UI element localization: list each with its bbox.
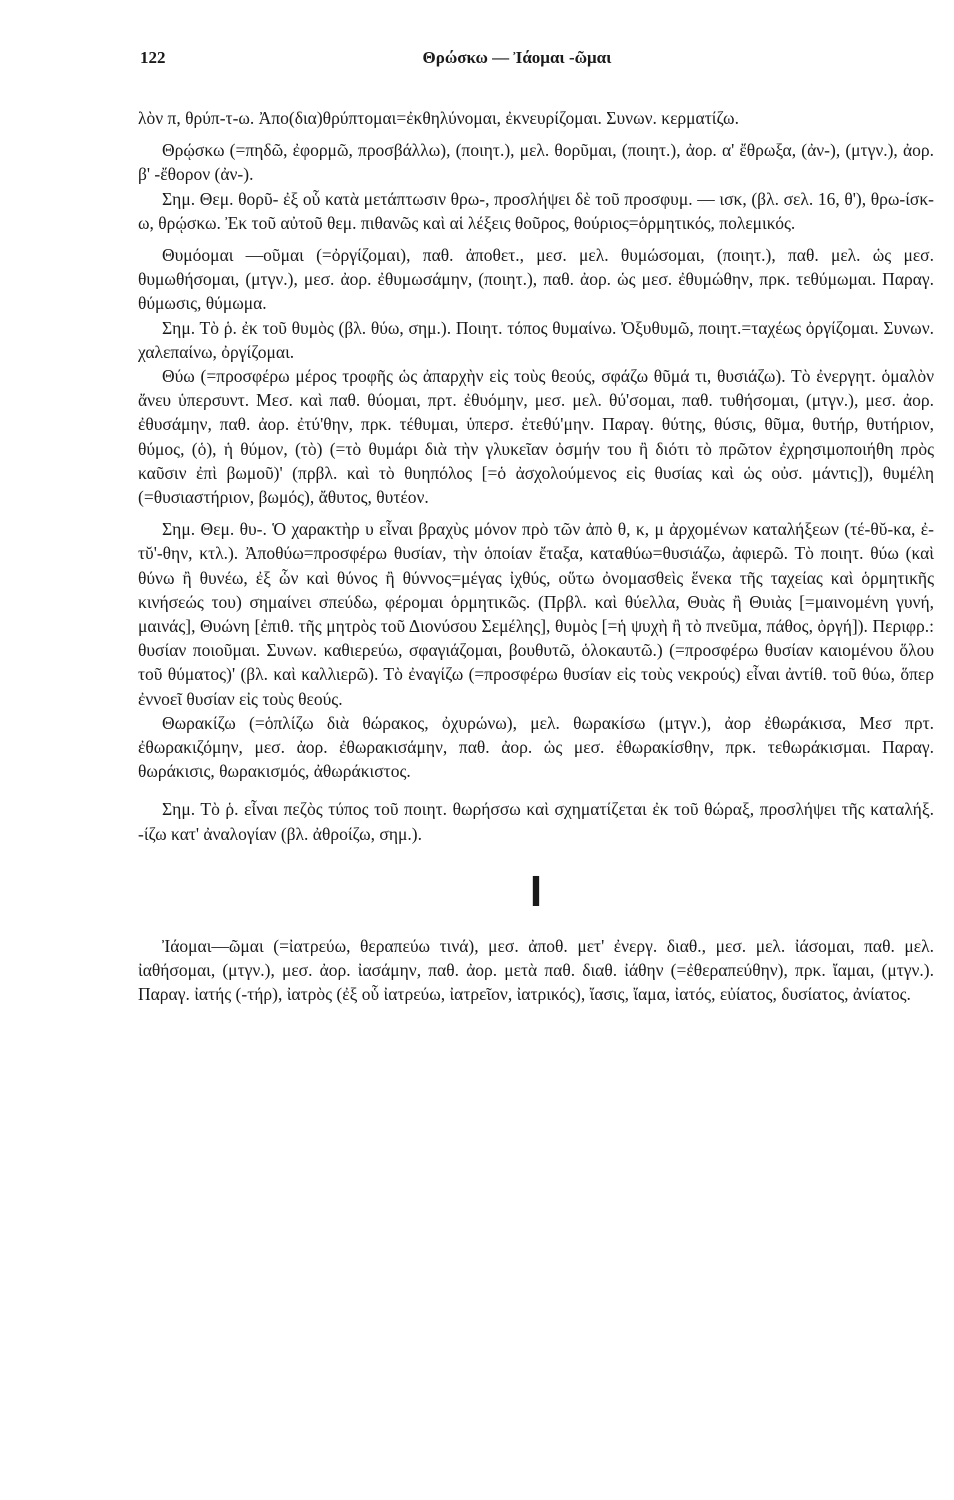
page-body bbox=[138, 106, 934, 1007]
entry-thyo: Θύω (=προσφέρω μέρος τροφῆς ὡς ἀπαρχὴν εἰς τοὺς θεούς, σφάζω θῦμά τι, θυσιάζω). Τὸ ἐνεργητ. ὁμαλὸν ἄνευ ὑπερσυντ. Μεσ. καὶ παθ. θύομαι, πρτ. ἐθυόμην, μεσ. μελ. θύ'σομαι, παθ. τυθήσομαι, (μτγν.), μεσ. ἀορ. ἐθυσάμην, παθ. ἀορ. ἐτύ'θην, πρκ. τέθυμαι, ὑπερσ. ἐτεθύ'μην. Παραγ. θύτης, θύσις, θῦμα, θυτήρ, θυτήριον, θύμος, (ὁ), ἡ θύμον, (τὸ) (=τὸ θυμάρι διὰ τὴν γλυκεῖαν ὀσμήν του ἢ διότι τὸ πρῶτον ἐχρησιμοποιήθη πρὸς καῦσιν ἐπὶ βωμοῦ)' (πρβλ. καὶ τὸ θυηπόλος [=ὁ ἀσχολούμενος εἰς θυσίας καὶ ὡς οὐσ. μάντις]), θυμέλη (=θυσιαστήριον, βωμός), ἄθυτος, θυτέον. bbox=[138, 366, 934, 508]
running-title: Θρώσκω — Ἰάομαι -ῶμαι bbox=[422, 48, 612, 67]
entry-thorakizo: Θωρακίζω (=ὁπλίζω διὰ θώρακος, ὀχυρώνω), μελ. θωρακίσω (μτγν.), ἀορ ἐθωράκισα, Μεσ πρτ. ἐθωρακιζόμην, μεσ. ἀορ. ἐθωρακισάμην, παθ. ἀορ. ὡς μεσ. ἐθωρακίσθην, πρκ. τεθωράκισμαι. Παραγ. θωράκισις, θωρακισμός, ἀθωράκιστος. bbox=[138, 712, 934, 782]
note-throsko: Σημ. Θεμ. θορῦ- ἐξ οὗ κατὰ μετάπτωσιν θρω-, προσλήψει δὲ τοῦ προσφυμ. — ισκ, (βλ. σελ. 16, θ'), θρω-ίσκ-ω, θρῴσκω. Ἐκ τοῦ αὐτοῦ θεμ. πιθανῶς καὶ αἱ λέξεις θοῦρος, θούριος=ὁρμητικός, πολεμικός. bbox=[138, 188, 934, 233]
entry-throsko: Θρῴσκω (=πηδῶ, ἐφορμῶ, προσβάλλω), (ποιητ.), μελ. θορῦμαι, (ποιητ.), ἀορ. α' ἔθρωξα, (ἀν-), (μτγν.), ἀορ. β' -ἔθορον (ἀν-). bbox=[138, 140, 934, 185]
note-thymoomai: Σημ. Τὸ ῥ. ἐκ τοῦ θυμὸς (βλ. θύω, σημ.). Ποιητ. τόπος θυμαίνω. Ὀξυθυμῶ, ποιητ.=ταχέως ὀργίζομαι. Συνων. χαλεπαίνω, ὀργίζομαι. bbox=[138, 317, 934, 362]
note-thorakizo: Σημ. Τὸ ῥ. εἶναι πεζὸς τύπος τοῦ ποιητ. θωρήσσω καὶ σχηματίζεται ἐκ τοῦ θώραξ, προσλήψει τῆς καταλήξ. -ίζω κατ' ἀναλογίαν (βλ. ἀθροίζω, σημ.). bbox=[138, 799, 934, 844]
paragraph-continuation: λὸν π, θρύπ-τ-ω. Ἀπο(δια)θρύπτομαι=ἐκθηλύνομαι, ἐκνευρίζομαι. Συνων. κερματίζω. bbox=[138, 108, 739, 128]
page-header bbox=[140, 48, 894, 76]
note-thyo: Σημ. Θεμ. θυ-. Ὁ χαρακτὴρ υ εἶναι βραχὺς μόνον πρὸ τῶν ἀπὸ θ, κ, μ ἀρχομένων καταλήξεων (τέ-θῠ-κα, ἐ-τῠ'-θην, κτλ.). Ἀποθύω=προσφέρω θυσίαν, τὴν ὁποίαν ἔταξα, καταθύω=θυσιάζω, ἀφιερῶ. Τὸ ποιητ. θύω (καὶ θύνω ἢ θυνέω, ἐξ ὧν καὶ θύνος ἢ θύννος=μέγας ἰχθύς, οὕτω ὀνομασθεὶς ἕνεκα τῆς ταχείας καὶ ὁρμητικῆς κινήσεώς του) σημαίνει σπεύδω, φέρομαι ὁρμητικῶς. (Πρβλ. καὶ θύελλα, Θυὰς ἢ Θυιὰς [=μαινομένη γυνή, μαινάς], Θυώνη [ἐπιθ. τῆς μητρὸς τοῦ Διονύσου Σεμέλης], θυμὸς [=ἡ ψυχὴ ἢ τὸ πνεῦμα, πάθος, ὀργή]). Περιφρ.: θυσίαν ποιοῦμαι. Συνων. καθιερεύω, σφαγιάζομαι, βουθυτῶ, ὁλοκαυτῶ.) (=προσφέρω θυσίαν καιομένου ὅλου τοῦ θύματος)' (βλ. καὶ καλλιερῶ). Τὸ ἐναγίζω (=προσφέρω θυσίαν εἰς τοὺς νεκρούς) εἶναι ἀντίθ. τοῦ θύω, ὅπερ ἐννοεῖ θυσίαν εἰς τοὺς θεούς. bbox=[138, 519, 934, 709]
section-letter: I bbox=[529, 866, 543, 916]
entry-thymoomai: Θυμόομαι —οῦμαι (=ὀργίζομαι), παθ. ἀποθετ., μεσ. μελ. θυμώσομαι, (ποιητ.), παθ. μελ. ὡς μεσ. θυμωθήσομαι, (μτγν.), μεσ. ἀορ. ἐθυμωσάμην, (ποιητ.), παθ. ἀορ. ὡς μεσ. ἐθυμώθην, πρκ. τεθύμωμαι. Παραγ. θύμωσις, θύμωμα. bbox=[138, 245, 934, 314]
page-number: 122 bbox=[140, 48, 166, 67]
entry-iaomai: Ἰάομαι—ῶμαι (=ἰατρεύω, θεραπεύω τινά), μεσ. ἀποθ. μετ' ἐνεργ. διαθ., μεσ. μελ. ἰάσομαι, παθ. μελ. ἰαθήσομαι, (μτγν.), μεσ. ἀορ. ἰασάμην, παθ. ἀορ. μετὰ παθ. διαθ. ἰάθην (=ἐθεραπεύθην), πρκ. ἴαμαι, (μτγν.). Παραγ. ἰατής (-τήρ), ἰατρὸς (ἐξ οὗ ἰατρεύω, ἰατρεῖον, ἰατρικός), ἴασις, ἴαμα, ἰατός, εὐίατος, δυσίατος, ἀνίατος. bbox=[138, 935, 934, 1005]
